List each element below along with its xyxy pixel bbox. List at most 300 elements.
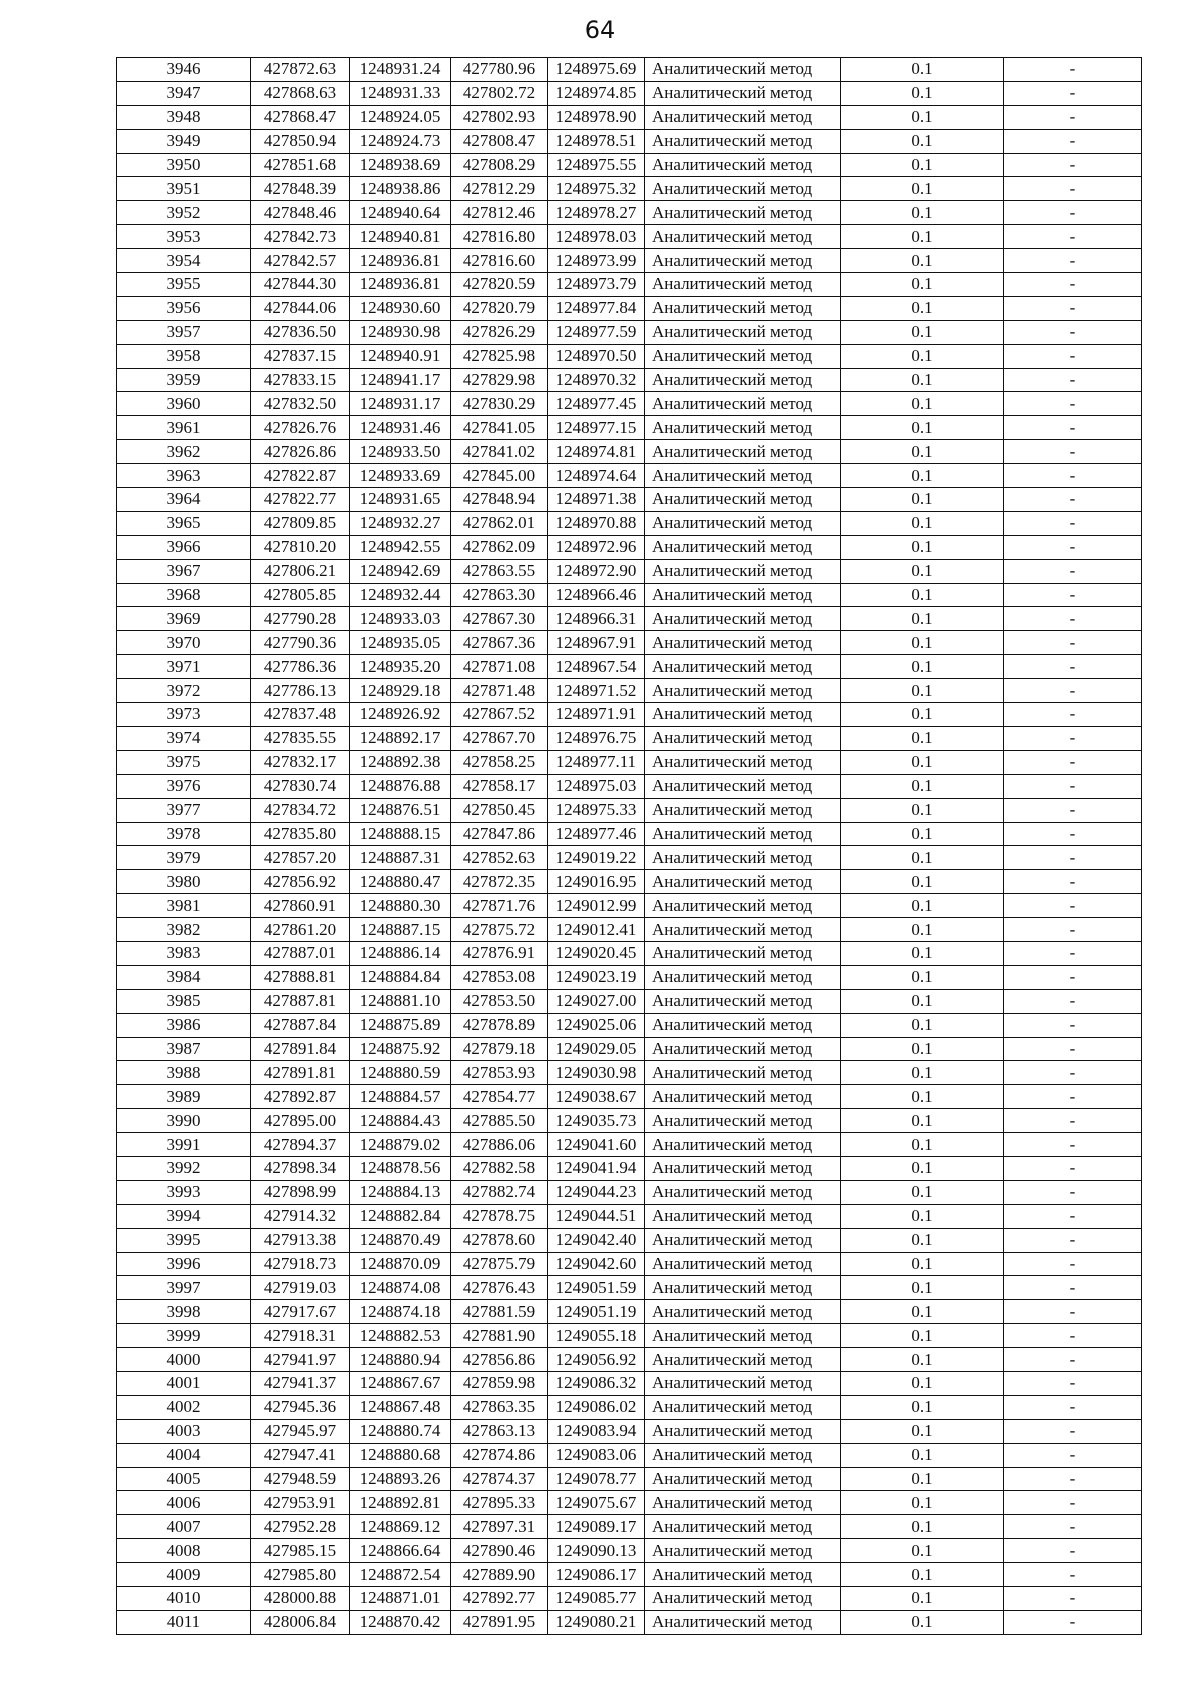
table-row — [117, 750, 1142, 774]
point-number-cell: 3977 — [117, 798, 251, 822]
precision-cell: 0.1 — [841, 559, 1004, 583]
point-number-cell: 3962 — [117, 440, 251, 464]
point-number-cell: 3989 — [117, 1085, 251, 1109]
precision-cell: 0.1 — [841, 1037, 1004, 1061]
x2-cell: 427820.79 — [451, 296, 548, 320]
note-cell: - — [1004, 965, 1142, 989]
method-cell: Аналитический метод — [645, 655, 841, 679]
method-cell: Аналитический метод — [645, 81, 841, 105]
y1-cell: 1248878.56 — [350, 1156, 451, 1180]
note-cell: - — [1004, 177, 1142, 201]
point-number-cell: 3980 — [117, 870, 251, 894]
point-number-cell: 3975 — [117, 750, 251, 774]
x2-cell: 427812.46 — [451, 201, 548, 225]
point-number-cell: 3950 — [117, 153, 251, 177]
x2-cell: 427841.05 — [451, 416, 548, 440]
point-number-cell: 3994 — [117, 1204, 251, 1228]
x1-cell: 427888.81 — [251, 965, 350, 989]
precision-cell: 0.1 — [841, 1228, 1004, 1252]
y1-cell: 1248884.57 — [350, 1085, 451, 1109]
coordinates-table — [116, 57, 1142, 1635]
table-row — [117, 511, 1142, 535]
precision-cell: 0.1 — [841, 249, 1004, 273]
y2-cell: 1249089.17 — [548, 1515, 645, 1539]
x1-cell: 427834.72 — [251, 798, 350, 822]
y2-cell: 1249027.00 — [548, 989, 645, 1013]
point-number-cell: 3986 — [117, 1013, 251, 1037]
method-cell: Аналитический метод — [645, 129, 841, 153]
y1-cell: 1248936.81 — [350, 249, 451, 273]
point-number-cell: 3999 — [117, 1324, 251, 1348]
x1-cell: 427830.74 — [251, 774, 350, 798]
y1-cell: 1248880.30 — [350, 894, 451, 918]
precision-cell: 0.1 — [841, 1013, 1004, 1037]
table-row — [117, 1085, 1142, 1109]
note-cell: - — [1004, 1348, 1142, 1372]
x1-cell: 427945.36 — [251, 1395, 350, 1419]
precision-cell: 0.1 — [841, 368, 1004, 392]
table-row — [117, 965, 1142, 989]
table-row — [117, 822, 1142, 846]
point-number-cell: 3948 — [117, 105, 251, 129]
note-cell: - — [1004, 1443, 1142, 1467]
point-number-cell: 3993 — [117, 1180, 251, 1204]
x2-cell: 427816.60 — [451, 249, 548, 273]
x2-cell: 427850.45 — [451, 798, 548, 822]
x1-cell: 427835.55 — [251, 726, 350, 750]
point-number-cell: 4009 — [117, 1563, 251, 1587]
y1-cell: 1248886.14 — [350, 941, 451, 965]
method-cell: Аналитический метод — [645, 965, 841, 989]
x1-cell: 427891.81 — [251, 1061, 350, 1085]
point-number-cell: 4010 — [117, 1587, 251, 1611]
table-row — [117, 1443, 1142, 1467]
method-cell: Аналитический метод — [645, 201, 841, 225]
method-cell: Аналитический метод — [645, 774, 841, 798]
y1-cell: 1248874.08 — [350, 1276, 451, 1300]
table-row — [117, 1228, 1142, 1252]
y2-cell: 1248977.11 — [548, 750, 645, 774]
precision-cell: 0.1 — [841, 1587, 1004, 1611]
y1-cell: 1248892.38 — [350, 750, 451, 774]
y1-cell: 1248880.47 — [350, 870, 451, 894]
note-cell: - — [1004, 1252, 1142, 1276]
y2-cell: 1249042.40 — [548, 1228, 645, 1252]
table-row — [117, 1204, 1142, 1228]
note-cell: - — [1004, 1276, 1142, 1300]
x1-cell: 427894.37 — [251, 1133, 350, 1157]
precision-cell: 0.1 — [841, 822, 1004, 846]
table-row — [117, 798, 1142, 822]
precision-cell: 0.1 — [841, 1443, 1004, 1467]
y2-cell: 1249090.13 — [548, 1539, 645, 1563]
x2-cell: 427881.90 — [451, 1324, 548, 1348]
table-row — [117, 607, 1142, 631]
note-cell: - — [1004, 1013, 1142, 1037]
y1-cell: 1248931.65 — [350, 488, 451, 512]
precision-cell: 0.1 — [841, 703, 1004, 727]
x1-cell: 427857.20 — [251, 846, 350, 870]
precision-cell: 0.1 — [841, 631, 1004, 655]
x2-cell: 427876.91 — [451, 941, 548, 965]
y1-cell: 1248932.27 — [350, 511, 451, 535]
precision-cell: 0.1 — [841, 1180, 1004, 1204]
y2-cell: 1248972.90 — [548, 559, 645, 583]
table-row — [117, 1013, 1142, 1037]
table-row — [117, 679, 1142, 703]
table-row — [117, 870, 1142, 894]
y2-cell: 1248977.45 — [548, 392, 645, 416]
precision-cell: 0.1 — [841, 1276, 1004, 1300]
x2-cell: 427808.29 — [451, 153, 548, 177]
precision-cell: 0.1 — [841, 320, 1004, 344]
x1-cell: 427868.47 — [251, 105, 350, 129]
note-cell: - — [1004, 488, 1142, 512]
note-cell: - — [1004, 798, 1142, 822]
y1-cell: 1248892.81 — [350, 1491, 451, 1515]
y2-cell: 1249041.94 — [548, 1156, 645, 1180]
x1-cell: 427919.03 — [251, 1276, 350, 1300]
note-cell: - — [1004, 511, 1142, 535]
precision-cell: 0.1 — [841, 344, 1004, 368]
method-cell: Аналитический метод — [645, 1395, 841, 1419]
x1-cell: 427887.01 — [251, 941, 350, 965]
note-cell: - — [1004, 105, 1142, 129]
y2-cell: 1249085.77 — [548, 1587, 645, 1611]
note-cell: - — [1004, 703, 1142, 727]
x2-cell: 427889.90 — [451, 1563, 548, 1587]
precision-cell: 0.1 — [841, 511, 1004, 535]
precision-cell: 0.1 — [841, 464, 1004, 488]
y1-cell: 1248880.94 — [350, 1348, 451, 1372]
x1-cell: 427851.68 — [251, 153, 350, 177]
x1-cell: 427848.46 — [251, 201, 350, 225]
note-cell: - — [1004, 1037, 1142, 1061]
table-row — [117, 177, 1142, 201]
y2-cell: 1249078.77 — [548, 1467, 645, 1491]
method-cell: Аналитический метод — [645, 583, 841, 607]
x2-cell: 427841.02 — [451, 440, 548, 464]
note-cell: - — [1004, 58, 1142, 82]
y1-cell: 1248935.05 — [350, 631, 451, 655]
y2-cell: 1248970.50 — [548, 344, 645, 368]
note-cell: - — [1004, 153, 1142, 177]
method-cell: Аналитический метод — [645, 750, 841, 774]
table-row — [117, 1515, 1142, 1539]
y2-cell: 1248971.52 — [548, 679, 645, 703]
point-number-cell: 4004 — [117, 1443, 251, 1467]
point-number-cell: 4011 — [117, 1610, 251, 1634]
x1-cell: 427844.30 — [251, 273, 350, 297]
table-row — [117, 918, 1142, 942]
note-cell: - — [1004, 1515, 1142, 1539]
y1-cell: 1248940.91 — [350, 344, 451, 368]
y2-cell: 1249055.18 — [548, 1324, 645, 1348]
precision-cell: 0.1 — [841, 81, 1004, 105]
note-cell: - — [1004, 1300, 1142, 1324]
x2-cell: 427845.00 — [451, 464, 548, 488]
y1-cell: 1248940.81 — [350, 225, 451, 249]
y2-cell: 1248974.64 — [548, 464, 645, 488]
note-cell: - — [1004, 1371, 1142, 1395]
note-cell: - — [1004, 822, 1142, 846]
x2-cell: 427891.95 — [451, 1610, 548, 1634]
table-row — [117, 368, 1142, 392]
table-row — [117, 1300, 1142, 1324]
y1-cell: 1248931.24 — [350, 58, 451, 82]
x2-cell: 427867.52 — [451, 703, 548, 727]
y2-cell: 1249044.51 — [548, 1204, 645, 1228]
table-row — [117, 989, 1142, 1013]
y2-cell: 1249020.45 — [548, 941, 645, 965]
y2-cell: 1248966.46 — [548, 583, 645, 607]
y1-cell: 1248929.18 — [350, 679, 451, 703]
y1-cell: 1248931.17 — [350, 392, 451, 416]
x1-cell: 427790.28 — [251, 607, 350, 631]
x1-cell: 427887.84 — [251, 1013, 350, 1037]
table-row — [117, 535, 1142, 559]
point-number-cell: 4000 — [117, 1348, 251, 1372]
x2-cell: 427895.33 — [451, 1491, 548, 1515]
note-cell: - — [1004, 1061, 1142, 1085]
y2-cell: 1248975.55 — [548, 153, 645, 177]
x2-cell: 427885.50 — [451, 1109, 548, 1133]
precision-cell: 0.1 — [841, 105, 1004, 129]
x1-cell: 427837.48 — [251, 703, 350, 727]
method-cell: Аналитический метод — [645, 296, 841, 320]
point-number-cell: 3982 — [117, 918, 251, 942]
x1-cell: 427898.99 — [251, 1180, 350, 1204]
y2-cell: 1248974.85 — [548, 81, 645, 105]
table-row — [117, 1539, 1142, 1563]
method-cell: Аналитический метод — [645, 1061, 841, 1085]
y1-cell: 1248874.18 — [350, 1300, 451, 1324]
note-cell: - — [1004, 607, 1142, 631]
x1-cell: 427872.63 — [251, 58, 350, 82]
precision-cell: 0.1 — [841, 488, 1004, 512]
x2-cell: 427874.86 — [451, 1443, 548, 1467]
note-cell: - — [1004, 249, 1142, 273]
x2-cell: 427886.06 — [451, 1133, 548, 1157]
y1-cell: 1248881.10 — [350, 989, 451, 1013]
y2-cell: 1249075.67 — [548, 1491, 645, 1515]
x2-cell: 427848.94 — [451, 488, 548, 512]
method-cell: Аналитический метод — [645, 1252, 841, 1276]
precision-cell: 0.1 — [841, 201, 1004, 225]
x2-cell: 427816.80 — [451, 225, 548, 249]
point-number-cell: 4008 — [117, 1539, 251, 1563]
y1-cell: 1248869.12 — [350, 1515, 451, 1539]
note-cell: - — [1004, 1587, 1142, 1611]
y1-cell: 1248938.69 — [350, 153, 451, 177]
note-cell: - — [1004, 1133, 1142, 1157]
point-number-cell: 4002 — [117, 1395, 251, 1419]
note-cell: - — [1004, 894, 1142, 918]
precision-cell: 0.1 — [841, 225, 1004, 249]
y2-cell: 1249042.60 — [548, 1252, 645, 1276]
precision-cell: 0.1 — [841, 58, 1004, 82]
x1-cell: 427822.77 — [251, 488, 350, 512]
method-cell: Аналитический метод — [645, 535, 841, 559]
x2-cell: 427858.17 — [451, 774, 548, 798]
note-cell: - — [1004, 1491, 1142, 1515]
x1-cell: 427836.50 — [251, 320, 350, 344]
x2-cell: 427897.31 — [451, 1515, 548, 1539]
point-number-cell: 3971 — [117, 655, 251, 679]
precision-cell: 0.1 — [841, 1061, 1004, 1085]
precision-cell: 0.1 — [841, 750, 1004, 774]
point-number-cell: 3974 — [117, 726, 251, 750]
method-cell: Аналитический метод — [645, 918, 841, 942]
point-number-cell: 3998 — [117, 1300, 251, 1324]
y1-cell: 1248887.15 — [350, 918, 451, 942]
precision-cell: 0.1 — [841, 798, 1004, 822]
method-cell: Аналитический метод — [645, 798, 841, 822]
x1-cell: 427918.73 — [251, 1252, 350, 1276]
point-number-cell: 4005 — [117, 1467, 251, 1491]
x1-cell: 427914.32 — [251, 1204, 350, 1228]
x2-cell: 427812.29 — [451, 177, 548, 201]
precision-cell: 0.1 — [841, 1252, 1004, 1276]
y2-cell: 1248975.33 — [548, 798, 645, 822]
method-cell: Аналитический метод — [645, 344, 841, 368]
table-row — [117, 559, 1142, 583]
y2-cell: 1249023.19 — [548, 965, 645, 989]
x2-cell: 427867.36 — [451, 631, 548, 655]
table-row — [117, 1419, 1142, 1443]
table-row — [117, 1037, 1142, 1061]
point-number-cell: 3984 — [117, 965, 251, 989]
precision-cell: 0.1 — [841, 679, 1004, 703]
note-cell: - — [1004, 1156, 1142, 1180]
x2-cell: 427881.59 — [451, 1300, 548, 1324]
table-row — [117, 583, 1142, 607]
method-cell: Аналитический метод — [645, 846, 841, 870]
note-cell: - — [1004, 870, 1142, 894]
x2-cell: 427862.01 — [451, 511, 548, 535]
method-cell: Аналитический метод — [645, 1085, 841, 1109]
table-row — [117, 225, 1142, 249]
method-cell: Аналитический метод — [645, 1467, 841, 1491]
precision-cell: 0.1 — [841, 655, 1004, 679]
x1-cell: 427948.59 — [251, 1467, 350, 1491]
point-number-cell: 3947 — [117, 81, 251, 105]
y1-cell: 1248879.02 — [350, 1133, 451, 1157]
y2-cell: 1248975.69 — [548, 58, 645, 82]
precision-cell: 0.1 — [841, 1467, 1004, 1491]
x2-cell: 427829.98 — [451, 368, 548, 392]
table-row — [117, 726, 1142, 750]
precision-cell: 0.1 — [841, 989, 1004, 1013]
method-cell: Аналитический метод — [645, 941, 841, 965]
precision-cell: 0.1 — [841, 1395, 1004, 1419]
table-row — [117, 1156, 1142, 1180]
x1-cell: 427895.00 — [251, 1109, 350, 1133]
method-cell: Аналитический метод — [645, 1515, 841, 1539]
x1-cell: 427790.36 — [251, 631, 350, 655]
precision-cell: 0.1 — [841, 1371, 1004, 1395]
y2-cell: 1249016.95 — [548, 870, 645, 894]
method-cell: Аналитический метод — [645, 679, 841, 703]
y1-cell: 1248870.49 — [350, 1228, 451, 1252]
table-row — [117, 631, 1142, 655]
note-cell: - — [1004, 416, 1142, 440]
x1-cell: 427860.91 — [251, 894, 350, 918]
point-number-cell: 3990 — [117, 1109, 251, 1133]
table-row — [117, 296, 1142, 320]
note-cell: - — [1004, 679, 1142, 703]
y1-cell: 1248888.15 — [350, 822, 451, 846]
note-cell: - — [1004, 1610, 1142, 1634]
precision-cell: 0.1 — [841, 1204, 1004, 1228]
y2-cell: 1249030.98 — [548, 1061, 645, 1085]
x2-cell: 427808.47 — [451, 129, 548, 153]
table-row — [117, 1109, 1142, 1133]
y1-cell: 1248938.86 — [350, 177, 451, 201]
note-cell: - — [1004, 81, 1142, 105]
method-cell: Аналитический метод — [645, 177, 841, 201]
point-number-cell: 3983 — [117, 941, 251, 965]
point-number-cell: 3954 — [117, 249, 251, 273]
method-cell: Аналитический метод — [645, 416, 841, 440]
point-number-cell: 3997 — [117, 1276, 251, 1300]
precision-cell: 0.1 — [841, 1515, 1004, 1539]
x2-cell: 427871.08 — [451, 655, 548, 679]
point-number-cell: 3985 — [117, 989, 251, 1013]
precision-cell: 0.1 — [841, 941, 1004, 965]
precision-cell: 0.1 — [841, 440, 1004, 464]
method-cell: Аналитический метод — [645, 440, 841, 464]
note-cell: - — [1004, 1324, 1142, 1348]
y1-cell: 1248892.17 — [350, 726, 451, 750]
note-cell: - — [1004, 989, 1142, 1013]
x1-cell: 427861.20 — [251, 918, 350, 942]
table-row — [117, 440, 1142, 464]
method-cell: Аналитический метод — [645, 870, 841, 894]
method-cell: Аналитический метод — [645, 153, 841, 177]
method-cell: Аналитический метод — [645, 273, 841, 297]
note-cell: - — [1004, 726, 1142, 750]
note-cell: - — [1004, 1180, 1142, 1204]
x2-cell: 427858.25 — [451, 750, 548, 774]
y1-cell: 1248876.88 — [350, 774, 451, 798]
point-number-cell: 4001 — [117, 1371, 251, 1395]
y2-cell: 1248967.91 — [548, 631, 645, 655]
x1-cell: 427826.76 — [251, 416, 350, 440]
x2-cell: 427867.70 — [451, 726, 548, 750]
x1-cell: 427842.57 — [251, 249, 350, 273]
x1-cell: 427917.67 — [251, 1300, 350, 1324]
x2-cell: 427874.37 — [451, 1467, 548, 1491]
precision-cell: 0.1 — [841, 273, 1004, 297]
point-number-cell: 3956 — [117, 296, 251, 320]
point-number-cell: 3995 — [117, 1228, 251, 1252]
point-number-cell: 3965 — [117, 511, 251, 535]
x2-cell: 427878.60 — [451, 1228, 548, 1252]
method-cell: Аналитический метод — [645, 1443, 841, 1467]
method-cell: Аналитический метод — [645, 58, 841, 82]
table-row — [117, 273, 1142, 297]
y2-cell: 1249029.05 — [548, 1037, 645, 1061]
method-cell: Аналитический метод — [645, 225, 841, 249]
table-row — [117, 1133, 1142, 1157]
x1-cell: 427832.50 — [251, 392, 350, 416]
x2-cell: 427863.13 — [451, 1419, 548, 1443]
table-row — [117, 941, 1142, 965]
method-cell: Аналитический метод — [645, 1276, 841, 1300]
precision-cell: 0.1 — [841, 1348, 1004, 1372]
x2-cell: 427825.98 — [451, 344, 548, 368]
